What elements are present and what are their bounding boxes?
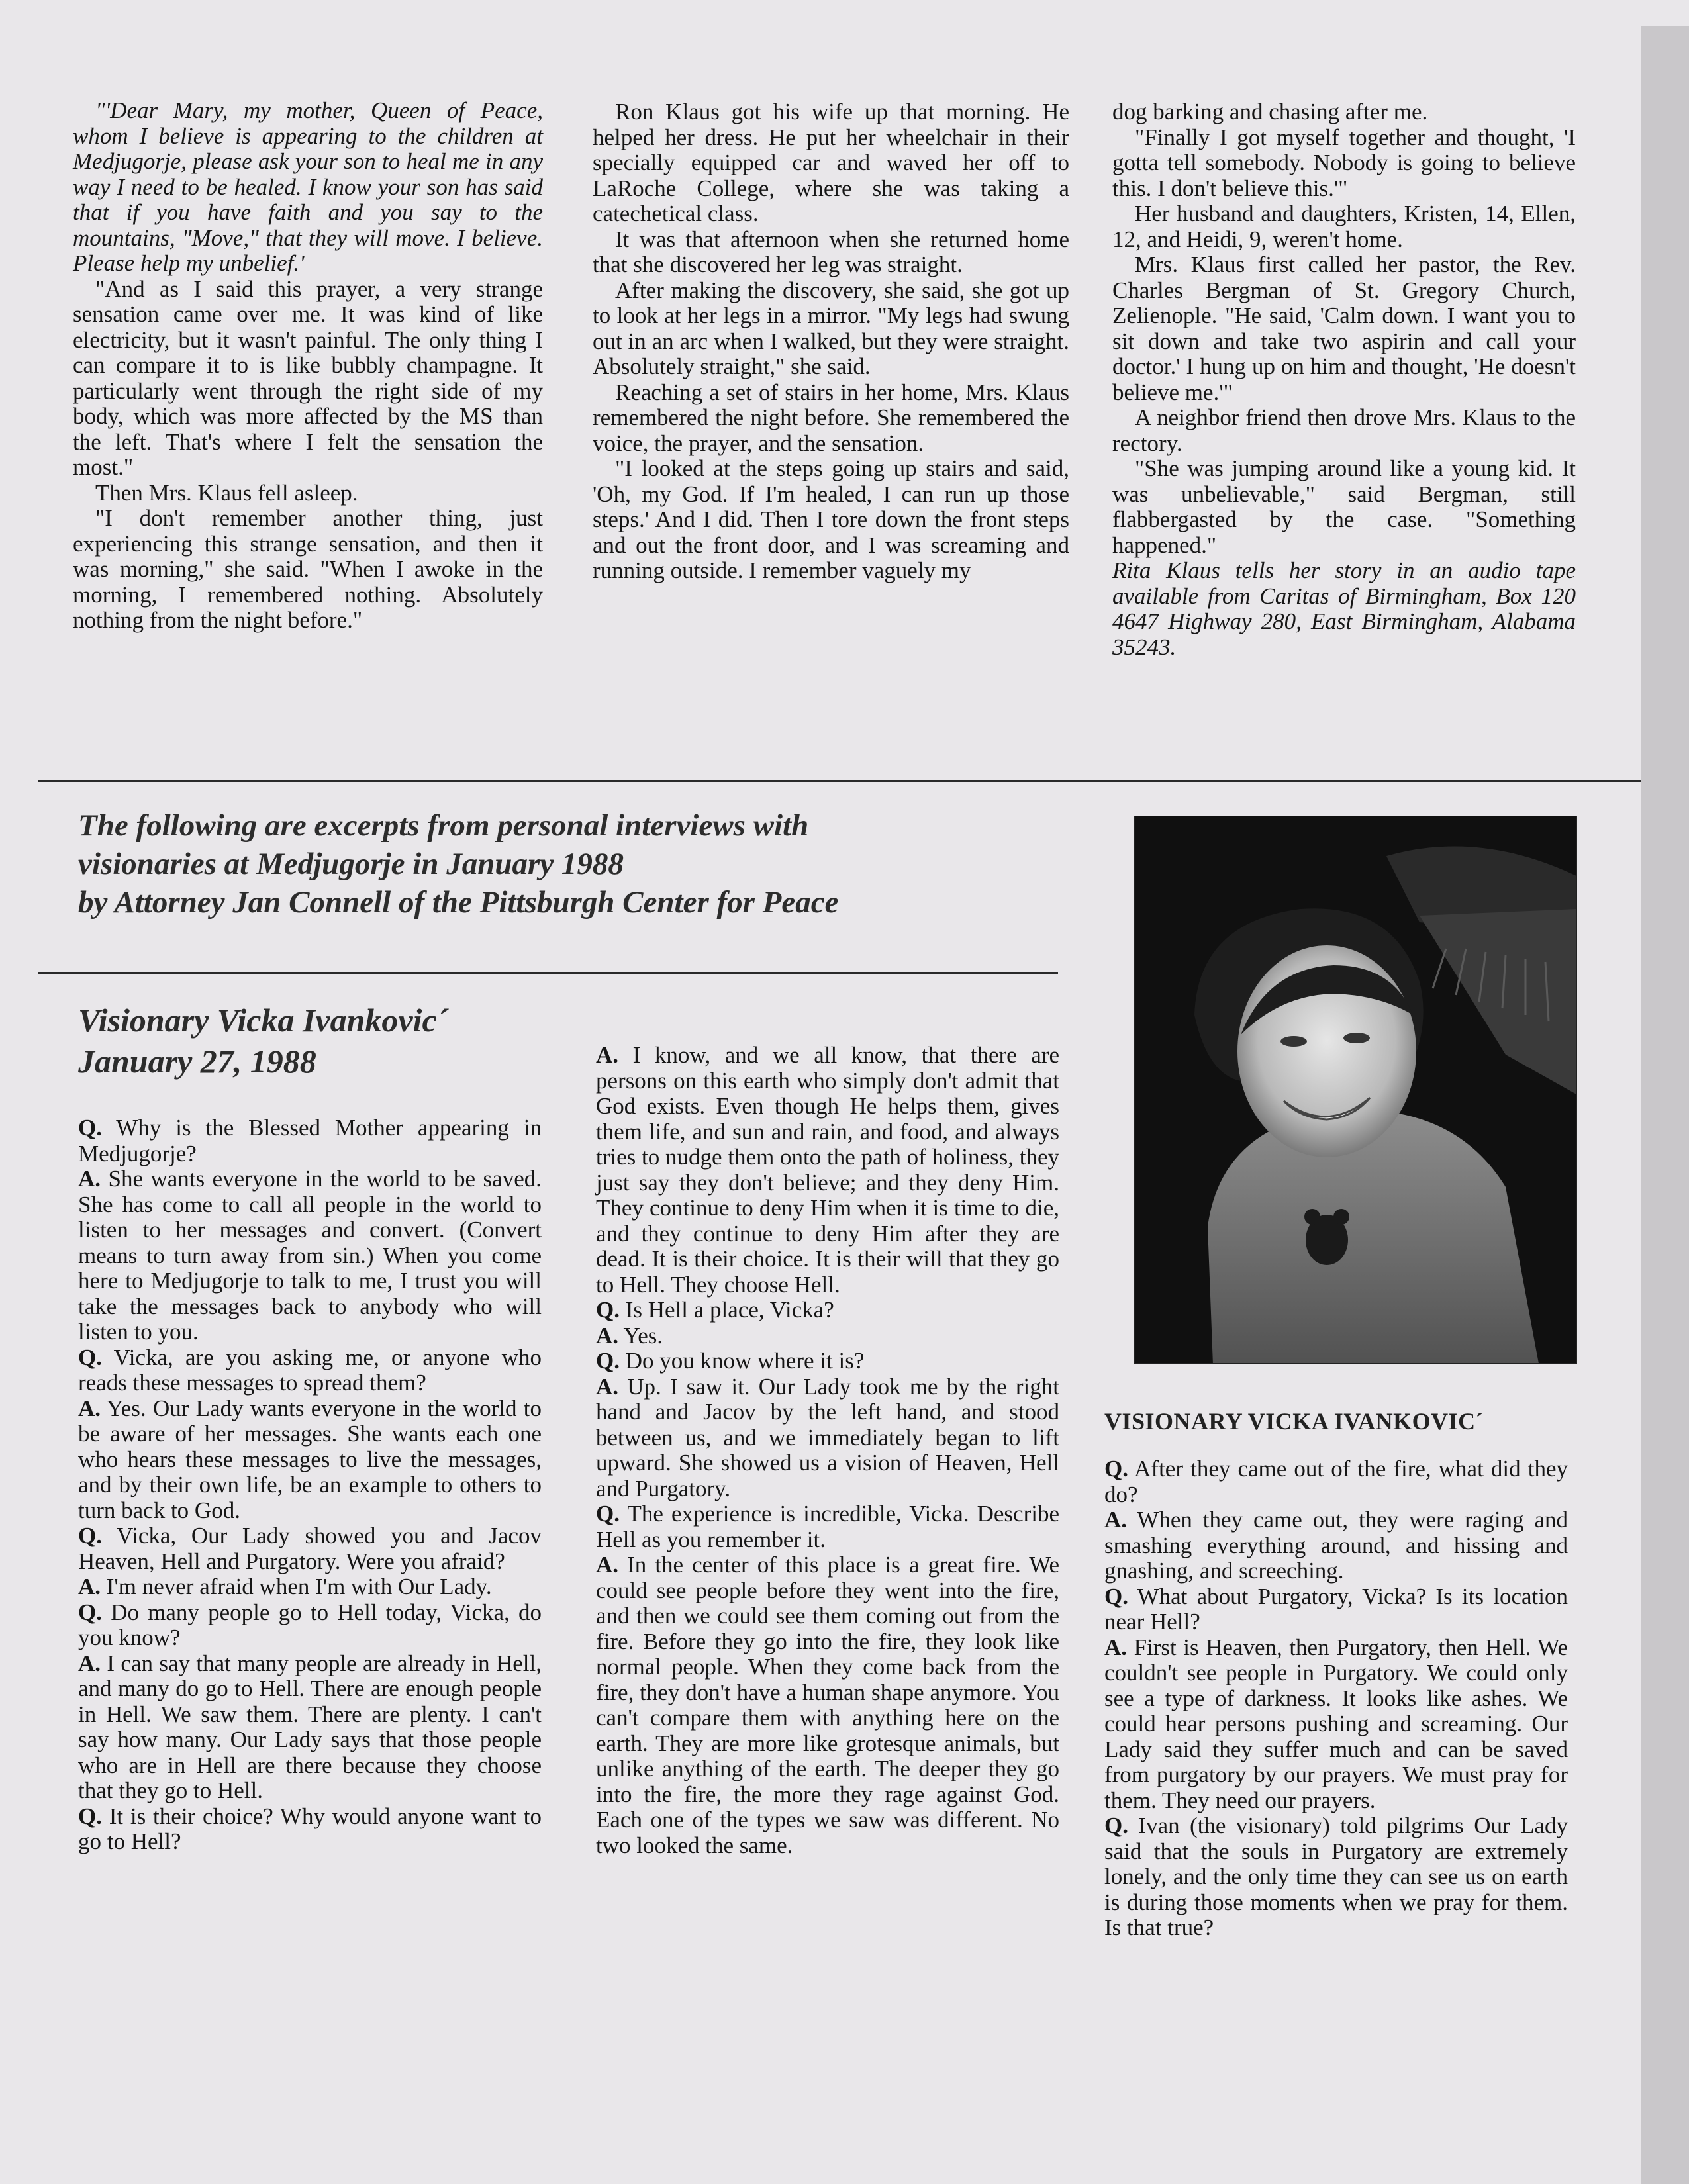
interview-answer	[596, 1374, 1059, 1502]
question-marker: Q.	[78, 1599, 102, 1625]
answer-marker: A.	[1104, 1507, 1128, 1533]
answer-marker: A.	[78, 1650, 101, 1676]
interview-intro-headline	[78, 806, 1045, 922]
question-marker: Q.	[596, 1501, 620, 1527]
question-marker: Q.	[78, 1344, 102, 1370]
interview-column-1	[78, 1116, 542, 1855]
interview-column-3	[1104, 1456, 1568, 1941]
question-marker: Q.	[1104, 1456, 1128, 1482]
article-paragraph: Then Mrs. Klaus fell asleep.	[95, 479, 358, 506]
article-paragraph: dog barking and chasing after me.	[1112, 99, 1428, 124]
question-marker: Q.	[1104, 1813, 1128, 1838]
interview-answer	[78, 1651, 542, 1804]
answer-marker: A.	[596, 1552, 619, 1578]
interview-column-2	[596, 1043, 1059, 1858]
interview-question	[78, 1804, 542, 1855]
question-marker: Q.	[78, 1115, 102, 1141]
intro-line: The following are excerpts from personal interviews with	[78, 808, 809, 843]
qa-text: When they came out, they were raging and smashing everything around, and hissing and gnashing, and screeching.	[1104, 1507, 1568, 1584]
interview-question	[596, 1298, 1059, 1323]
interview-date: January 27, 1988	[78, 1043, 316, 1080]
interview-question	[78, 1345, 542, 1396]
visionary-name: Visionary Vicka Ivankovic´	[78, 1002, 448, 1039]
article-column-2	[593, 99, 1069, 584]
qa-text: It is their choice? Why would anyone want to go to Hell?	[78, 1803, 542, 1854]
qa-text: The experience is incredible, Vicka. Describe Hell as you remember it.	[596, 1501, 1059, 1552]
article-paragraph: "Finally I got myself together and thought, 'I gotta tell somebody. Nobody is going to believe this. I don't believe this.'"	[1112, 124, 1576, 201]
qa-text: Ivan (the visionary) told pilgrims Our Lady said that the souls in Purgatory are extremely lonely, and the only time they can see us on earth is during those moments when we pray for them. Is that true?	[1104, 1813, 1568, 1940]
question-marker: Q.	[78, 1523, 102, 1548]
article-paragraph: Reaching a set of stairs in her home, Mrs. Klaus remembered the night before. She remembered the voice, the prayer, and the sensation.	[593, 379, 1069, 456]
qa-text: I know, and we all know, that there are persons on this earth who simply don't admit that God exists. Even though He helps them, gives them life, and sun and rain, and food, and always tries to nudge them onto the path of holiness, they just say they don't believe; and they deny Him. They continue to deny Him when it is time to die, and they continue to deny Him after they are dead. It is their choice. It is their will that they go to Hell. They choose Hell.	[596, 1042, 1059, 1298]
interview-answer	[78, 1166, 542, 1345]
article-column-1	[73, 98, 543, 634]
qa-text: I can say that many people are already in Hell, and many do go to Hell. There are enough people in Hell. We saw them. There are plenty. I can't say how many. Our Lady says that those people who are in Hell are there because they choose that they go to Hell.	[78, 1650, 542, 1803]
answer-marker: A.	[78, 1574, 101, 1599]
qa-text: After they came out of the fire, what did they do?	[1104, 1456, 1568, 1507]
article-paragraph: "And as I said this prayer, a very strange sensation came over me. It was kind of like electricity, but it wasn't painful. The only thing I can compare it to is like bubbly champagne. It particularly went through the right side of my body, which was more affected by the MS than the left. That's where I felt the sensation the most."	[73, 275, 543, 480]
question-marker: Q.	[78, 1803, 102, 1829]
prayer-quote: "'Dear Mary, my mother, Queen of Peace, whom I believe is appearing to the children at Medjugorje, please ask your son to heal me in any way I need to be healed. I know your son has said that if you have faith and you say to the mountains, "Move," that they will move. I believe. Please help my unbelief.'	[73, 97, 543, 276]
article-paragraph: It was that afternoon when she returned home that she discovered her leg was straight.	[593, 226, 1069, 277]
interview-question	[78, 1523, 542, 1574]
qa-text: What about Purgatory, Vicka? Is its location near Hell?	[1104, 1583, 1568, 1635]
qa-text: Vicka, Our Lady showed you and Jacov Heaven, Hell and Purgatory. Were you afraid?	[78, 1523, 542, 1574]
qa-text: Do many people go to Hell today, Vicka, do you know?	[78, 1599, 542, 1650]
answer-marker: A.	[596, 1042, 619, 1068]
interview-question	[78, 1600, 542, 1651]
vicka-ivankovic-photo	[1134, 816, 1577, 1364]
qa-text: Vicka, are you asking me, or anyone who reads these messages to spread them?	[78, 1344, 542, 1396]
question-marker: Q.	[596, 1297, 620, 1323]
question-marker: Q.	[596, 1348, 620, 1374]
qa-text: Yes.	[618, 1322, 663, 1349]
interview-question	[78, 1116, 542, 1166]
interview-answer	[78, 1574, 542, 1600]
headline-divider	[38, 972, 1058, 974]
qa-text: Is Hell a place, Vicka?	[619, 1297, 834, 1323]
interview-question	[596, 1349, 1059, 1374]
answer-marker: A.	[1104, 1634, 1128, 1660]
article-paragraph: Her husband and daughters, Kristen, 14, Ellen, 12, and Heidi, 9, weren't home.	[1112, 201, 1576, 252]
qa-text: Why is the Blessed Mother appearing in Medjugorje?	[78, 1115, 542, 1166]
answer-marker: A.	[596, 1373, 619, 1400]
answer-marker: A.	[78, 1395, 101, 1421]
interview-question	[596, 1501, 1059, 1552]
qa-text: Do you know where it is?	[619, 1348, 865, 1374]
intro-line: visionaries at Medjugorje in January 1988	[78, 847, 624, 881]
interview-answer	[596, 1043, 1059, 1298]
article-paragraph: "I looked at the steps going up stairs and said, 'Oh, my God. If I'm healed, I can run up those steps.' And I did. Then I tore down the front steps and out the front door, and I was screaming and running outside. I remember vaguely my	[593, 455, 1069, 583]
qa-text: Up. I saw it. Our Lady took me by the right hand and Jacov by the left hand, and stood between us, and we immediately began to lift upward. She showed us a vision of Heaven, Hell and Purgatory.	[596, 1373, 1059, 1501]
answer-marker: A.	[596, 1322, 619, 1349]
answer-marker: A.	[78, 1166, 101, 1192]
question-marker: Q.	[1104, 1583, 1128, 1609]
interview-answer	[1104, 1635, 1568, 1814]
interview-question	[1104, 1584, 1568, 1635]
photo-caption: VISIONARY VICKA IVANKOVIC´	[1104, 1408, 1484, 1435]
qa-text: I'm never afraid when I'm with Our Lady.	[101, 1574, 492, 1599]
audio-tape-note: Rita Klaus tells her story in an audio tape available from Caritas of Birmingham, Box 120 4647 Highway 280, East Birmingham, Alabama 35243.	[1112, 557, 1576, 660]
interview-answer	[1104, 1507, 1568, 1584]
article-paragraph: Mrs. Klaus first called her pastor, the Rev. Charles Bergman of St. Gregory Church, Zelienople. "He said, 'Calm down. I want you to sit down and take two aspirin and call your doctor.' I hung up on him and thought, 'He doesn't believe me.'"	[1112, 252, 1576, 405]
interview-answer	[596, 1552, 1059, 1858]
article-paragraph: "I don't remember another thing, just experiencing this strange sensation, and then it was morning," she said. "When I awoke in the morning, I remembered nothing. Absolutely nothing from the night before."	[73, 505, 543, 633]
article-paragraph: After making the discovery, she said, she got up to look at her legs in a mirror. "My legs had swung out in an arc when I walked, but they were straight. Absolutely straight," she said.	[593, 277, 1069, 379]
section-divider	[38, 780, 1641, 782]
intro-line: by Attorney Jan Connell of the Pittsburgh Center for Peace	[78, 885, 839, 920]
interview-answer	[78, 1396, 542, 1524]
interview-question	[1104, 1813, 1568, 1941]
interview-heading	[78, 1000, 542, 1082]
article-paragraph: "She was jumping around like a young kid. It was unbelievable," said Bergman, still flabbergasted by the case. "Something happened."	[1112, 455, 1576, 558]
qa-text: Yes. Our Lady wants everyone in the world to be aware of her messages. She wants each one who hears these messages to live the messages, and by their own life, be an example to others to turn back to God.	[78, 1395, 542, 1523]
article-column-3	[1112, 99, 1576, 660]
page-edge-shadow	[1641, 26, 1689, 2184]
article-paragraph: Ron Klaus got his wife up that morning. He helped her dress. He put her wheelchair in their specially equipped car and waved her off to LaRoche College, where she was taking a catechetical class.	[593, 99, 1069, 226]
qa-text: First is Heaven, then Purgatory, then Hell. We couldn't see people in Purgatory. We could only see a type of darkness. It looks like ashes. We could hear persons pushing and screaming. Our Lady said they suffer much and can be saved from purgatory by our prayers. We must pray for them. They need our prayers.	[1104, 1634, 1568, 1813]
article-paragraph: A neighbor friend then drove Mrs. Klaus to the rectory.	[1112, 404, 1576, 456]
qa-text: She wants everyone in the world to be saved. She has come to call all people in the world to listen to her messages and convert. (Convert means to turn away from sin.) When you come here to Medjugorje to talk to me, I trust you will take the messages back to anybody who will listen to you.	[78, 1166, 542, 1345]
qa-text: In the center of this place is a great fire. We could see people before they went into the fire, and then we could see them coming out from the fire. Before they go into the fire, they look like normal people. When they come back from the fire, they don't have a human shape anymore. You can't compare them with anything here on the earth. They are more like grotesque animals, but unlike anything of the earth. The deeper they go into the fire, the more they rage against God. Each one of the types we saw was different. No two looked the same.	[596, 1552, 1059, 1858]
interview-answer	[596, 1323, 1059, 1349]
interview-question	[1104, 1456, 1568, 1507]
